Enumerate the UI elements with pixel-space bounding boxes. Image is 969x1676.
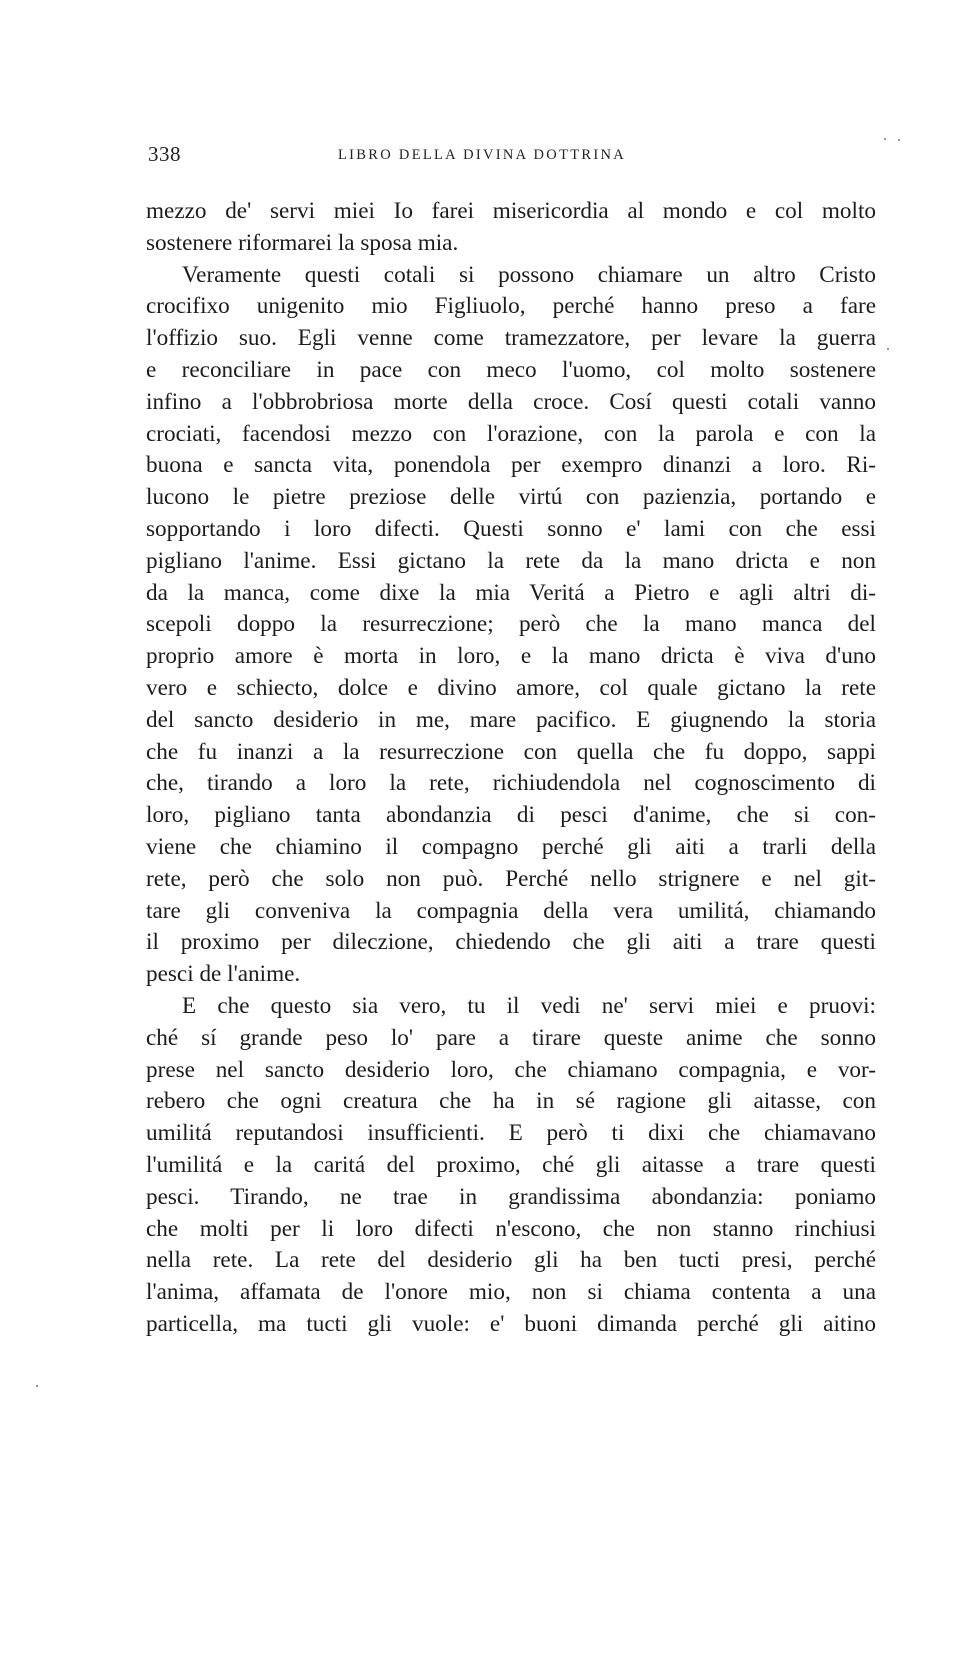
text-line: sopportando i loro difecti. Questi sonno e' lami con che essi xyxy=(146,515,876,542)
page-header xyxy=(148,142,868,166)
scan-speck xyxy=(898,139,900,141)
text-line: proprio amore è morta in loro, e la mano dricta è viva d'uno xyxy=(146,643,876,670)
text-line: il proximo per dileczione, chiedendo che gli aiti a trare questi xyxy=(146,929,876,956)
text-line: da la manca, come dixe la mia Veritá a Pietro e agli altri di- xyxy=(146,579,876,606)
text-line: che fu inanzi a la resurreczione con quella che fu doppo, sappi xyxy=(146,738,876,765)
text-line: mezzo de' servi miei Io farei misericordia al mondo e col molto xyxy=(146,198,876,224)
text-line: pesci. Tirando, ne trae in grandissima abondanzia: poniamo xyxy=(146,1183,876,1210)
text-line: vero e schiecto, dolce e divino amore, col quale gictano la rete xyxy=(146,674,876,701)
text-line: umilitá reputandosi insufficienti. E però ti dixi che chiamavano xyxy=(146,1120,876,1147)
text-line: rebero che ogni creatura che ha in sé ragione gli aitasse, con xyxy=(146,1088,876,1115)
text-line: loro, pigliano tanta abondanzia di pesci d'anime, che si con- xyxy=(146,802,876,829)
text-line: crocifixo unigenito mio Figliuolo, perché hanno preso a fare xyxy=(146,293,876,320)
text-line: che, tirando a loro la rete, richiudendola nel cognoscimento di xyxy=(146,770,876,797)
text-line: E che questo sia vero, tu il vedi ne' servi miei e pruovi: xyxy=(182,992,876,1019)
text-line: viene che chiamino il compagno perché gli aiti a trarli della xyxy=(146,833,876,860)
scan-speck xyxy=(887,348,889,350)
paragraph xyxy=(146,991,876,1341)
page-number: 338 xyxy=(148,142,181,166)
text-line: Veramente questi cotali si possono chiamare un altro Cristo xyxy=(182,261,876,288)
text-line: lucono le pietre preziose delle virtú con pazienzia, portando e xyxy=(146,484,876,511)
text-line: l'umilitá e la caritá del proximo, ché gli aitasse a trare questi xyxy=(146,1151,876,1178)
text-line: ché sí grande peso lo' pare a tirare queste anime che sonno xyxy=(146,1024,876,1051)
text-line: tare gli conveniva la compagnia della vera umilitá, chiamando xyxy=(146,897,876,924)
text-line: particella, ma tucti gli vuole: e' buoni dimanda perché gli aitino xyxy=(146,1310,876,1337)
text-line: sostenere riformarei la sposa mia. xyxy=(146,229,459,256)
text-line: che molti per li loro difecti n'escono, che non stanno rinchiusi xyxy=(146,1215,876,1242)
text-line: l'anima, affamata de l'onore mio, non si chiama contenta a una xyxy=(146,1279,876,1306)
text-line: rete, però che solo non può. Perché nello strignere e nel git- xyxy=(146,865,876,892)
text-line: l'offizio suo. Egli venne come tramezzatore, per levare la guerra xyxy=(146,325,876,352)
body-text xyxy=(146,196,876,1341)
scan-speck xyxy=(884,138,886,140)
text-line: buona e sancta vita, ponendola per exempro dinanzi a loro. Ri- xyxy=(146,452,876,479)
text-line: crociati, facendosi mezzo con l'orazione, con la parola e con la xyxy=(146,420,876,447)
text-line: del sancto desiderio in me, mare pacifico. E giugnendo la storia xyxy=(146,706,876,733)
paragraph xyxy=(146,260,876,991)
text-line: pigliano l'anime. Essi gictano la rete da la mano dricta e non xyxy=(146,547,876,574)
text-line: nella rete. La rete del desiderio gli ha ben tucti presi, perché xyxy=(146,1247,876,1274)
scan-speck xyxy=(36,1385,38,1387)
text-line: infino a l'obbrobriosa morte della croce. Cosí questi cotali vanno xyxy=(146,388,876,415)
text-line: scepoli doppo la resurreczione; però che la mano manca del xyxy=(146,611,876,638)
running-title: LIBRO DELLA DIVINA DOTTRINA xyxy=(338,147,627,163)
text-line: prese nel sancto desiderio loro, che chiamano compagnia, e vor- xyxy=(146,1056,876,1083)
text-line: pesci de l'anime. xyxy=(146,961,301,988)
paragraph xyxy=(146,196,876,260)
text-line: e reconciliare in pace con meco l'uomo, col molto sostenere xyxy=(146,356,876,383)
